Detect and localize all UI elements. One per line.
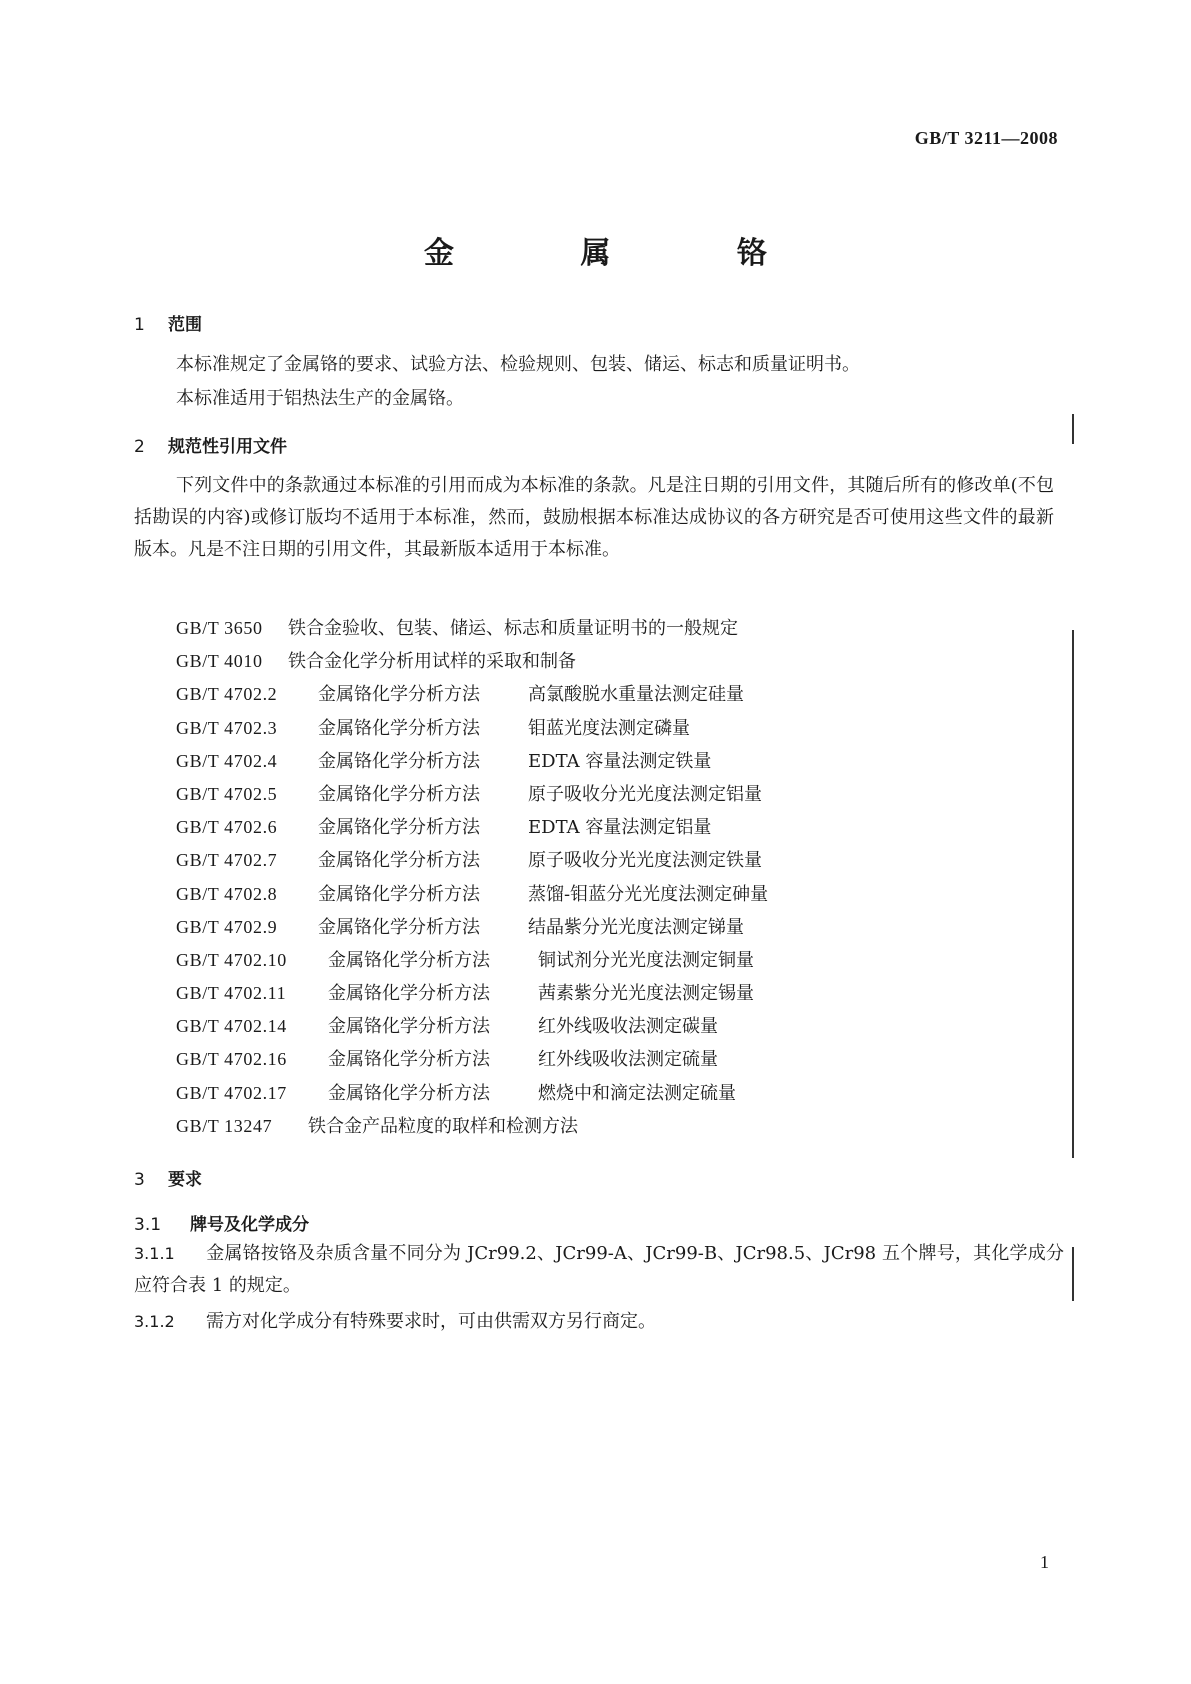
section-2-heading — [134, 432, 287, 457]
reference-code: GB/T 4702.4 — [176, 750, 278, 771]
reference-title: 燃烧中和滴定法测定硫量 — [538, 1082, 736, 1104]
section-number: 1 — [134, 315, 145, 335]
reference-title: 结晶紫分光光度法测定锑量 — [528, 916, 744, 938]
reference-code: GB/T 4702.6 — [176, 817, 278, 838]
subsection-number: 3.1 — [134, 1215, 162, 1235]
reference-item — [176, 1010, 768, 1043]
reference-code: GB/T 4702.8 — [176, 883, 278, 904]
reference-item — [176, 844, 768, 877]
reference-title: EDTA 容量法测定铁量 — [528, 750, 712, 772]
reference-list — [176, 612, 768, 1143]
reference-item — [176, 944, 768, 977]
reference-item — [176, 778, 768, 811]
scope-paragraph-2: 本标准适用于铝热法生产的金属铬。 — [176, 388, 464, 409]
reference-item — [176, 712, 768, 745]
reference-code: GB/T 4702.3 — [176, 717, 278, 738]
reference-title: 原子吸收分光光度法测定铝量 — [528, 783, 762, 805]
reference-method: 金属铬化学分析方法 — [318, 783, 480, 805]
reference-title: 茜素紫分光光度法测定锡量 — [538, 983, 754, 1005]
reference-item — [176, 1077, 768, 1110]
reference-title: 铜试剂分光光度法测定铜量 — [538, 949, 754, 971]
reference-item — [176, 911, 768, 944]
reference-code: GB/T 4702.2 — [176, 684, 278, 705]
section-1-heading — [134, 310, 202, 335]
reference-method: 金属铬化学分析方法 — [328, 949, 490, 971]
clause-number: 3.1.1 — [134, 1244, 175, 1263]
reference-code: GB/T 4702.11 — [176, 983, 287, 1004]
section-title: 范围 — [168, 315, 202, 335]
reference-method: 金属铬化学分析方法 — [328, 1016, 490, 1038]
revision-mark — [1072, 414, 1074, 444]
reference-item — [176, 612, 768, 645]
normative-references-intro: 下列文件中的条款通过本标准的引用而成为本标准的条款。凡是注日期的引用文件，其随后所有的修改单(不包括勘误的内容)或修订版均不适用于本标准，然而，鼓励根据本标准达成协议的各方研究是否可使用这些文件的最新版本。凡是不注日期的引用文件，其最新版本适用于本标准。 — [134, 475, 1054, 560]
reference-title: 红外线吸收法测定碳量 — [538, 1016, 718, 1038]
clause-3-1-1 — [134, 1238, 1064, 1302]
scope-paragraph-1: 本标准规定了金属铬的要求、试验方法、检验规则、包装、储运、标志和质量证明书。 — [176, 354, 860, 375]
reference-code: GB/T 4010 — [176, 651, 263, 672]
reference-method: 金属铬化学分析方法 — [318, 916, 480, 938]
reference-method: 金属铬化学分析方法 — [318, 717, 480, 739]
reference-code: GB/T 4702.10 — [176, 949, 287, 970]
page-number: 1 — [1040, 1552, 1049, 1572]
reference-title: 高氯酸脱水重量法测定硅量 — [528, 684, 744, 706]
reference-item — [176, 811, 768, 844]
section-3-heading — [134, 1165, 202, 1190]
revision-mark — [1072, 630, 1074, 1158]
clause-text: 需方对化学成分有特殊要求时，可由供需双方另行商定。 — [206, 1311, 656, 1332]
reference-title: 铁合金产品粒度的取样和检测方法 — [308, 1115, 578, 1137]
reference-code: GB/T 4702.16 — [176, 1049, 287, 1070]
subsection-title: 牌号及化学成分 — [190, 1215, 309, 1235]
section-title: 规范性引用文件 — [168, 437, 287, 457]
reference-code: GB/T 4702.7 — [176, 850, 278, 871]
revision-mark — [1072, 1247, 1074, 1301]
reference-method: 金属铬化学分析方法 — [328, 1049, 490, 1071]
reference-method: 金属铬化学分析方法 — [318, 817, 480, 839]
reference-item — [176, 1043, 768, 1076]
reference-title: 蒸馏-钼蓝分光光度法测定砷量 — [528, 883, 769, 905]
reference-item — [176, 878, 768, 911]
reference-code: GB/T 13247 — [176, 1115, 273, 1136]
reference-title: 红外线吸收法测定硫量 — [538, 1049, 718, 1071]
clause-3-1-2 — [134, 1306, 1064, 1338]
reference-method: 金属铬化学分析方法 — [318, 850, 480, 872]
reference-title: 铁合金验收、包装、储运、标志和质量证明书的一般规定 — [288, 618, 738, 639]
reference-item — [176, 977, 768, 1010]
document-title: 金 属 铬 — [424, 236, 825, 271]
reference-item — [176, 678, 768, 711]
reference-code: GB/T 4702.17 — [176, 1082, 287, 1103]
reference-method: 金属铬化学分析方法 — [318, 883, 480, 905]
reference-title: EDTA 容量法测定铝量 — [528, 817, 712, 839]
reference-code: GB/T 4702.5 — [176, 783, 278, 804]
section-number: 2 — [134, 437, 145, 457]
reference-method: 金属铬化学分析方法 — [328, 1082, 490, 1104]
clause-text: 金属铬按铬及杂质含量不同分为 JCr99.2、JCr99-A、JCr99-B、JCr98.5、JCr98 五个牌号，其化学成分应符合表 1 的规定。 — [134, 1243, 1064, 1296]
reference-title: 铁合金化学分析用试样的采取和制备 — [288, 651, 576, 673]
reference-title: 原子吸收分光光度法测定铁量 — [528, 850, 762, 872]
reference-code: GB/T 3650 — [176, 618, 263, 638]
section-number: 3 — [134, 1170, 145, 1190]
reference-method: 金属铬化学分析方法 — [318, 750, 480, 772]
clause-number: 3.1.2 — [134, 1312, 175, 1331]
reference-item — [176, 1110, 768, 1143]
reference-code: GB/T 4702.9 — [176, 916, 278, 937]
standard-code: GB/T 3211—2008 — [914, 128, 1058, 148]
reference-method: 金属铬化学分析方法 — [328, 983, 490, 1005]
reference-item — [176, 745, 768, 778]
subsection-3-1-heading — [134, 1210, 309, 1235]
reference-method: 金属铬化学分析方法 — [318, 684, 480, 706]
reference-item — [176, 645, 768, 678]
reference-code: GB/T 4702.14 — [176, 1016, 287, 1037]
section-title: 要求 — [168, 1170, 202, 1190]
reference-title: 钼蓝光度法测定磷量 — [528, 717, 690, 739]
